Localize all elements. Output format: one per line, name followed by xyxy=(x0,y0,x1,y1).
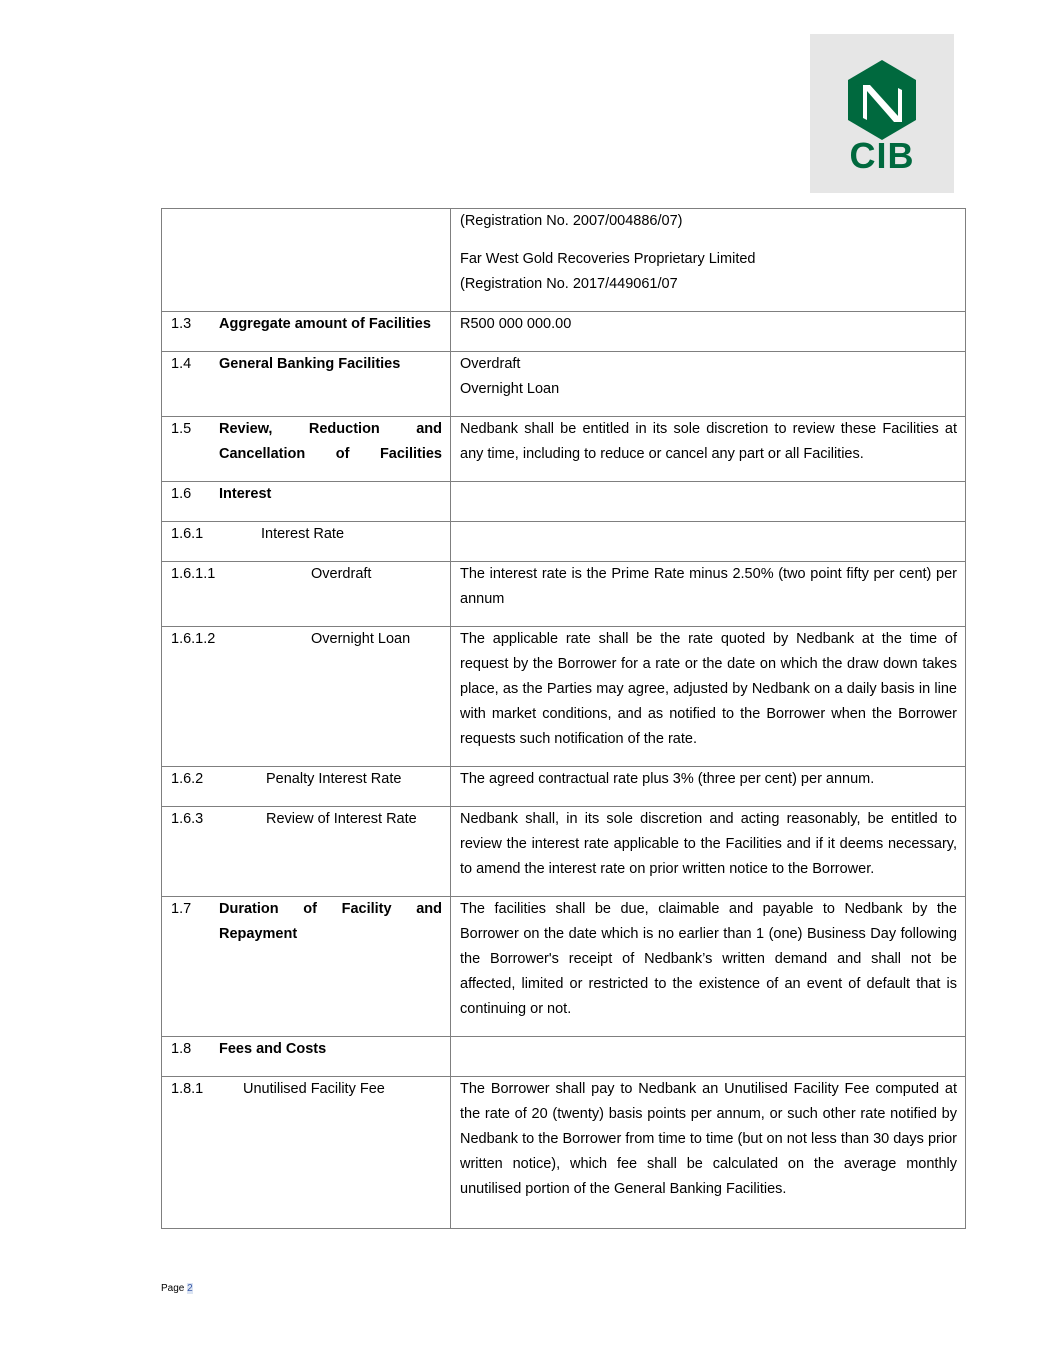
clause-number: 1.7 xyxy=(171,901,192,917)
clause-value: The applicable rate shall be the rate quoted by Nedbank at the time of request by the Borrower for a rate or the date on which the draw down takes place, as the Parties may agree, adjusted by Nedbank on a daily basis in line with market conditions, and as notified to the Borrower when the Borrower requests such notification of the rate. xyxy=(451,627,966,767)
clause-value: The agreed contractual rate plus 3% (three per cent) per annum. xyxy=(451,767,966,807)
registration-line: (Registration No. 2007/004886/07) xyxy=(460,213,683,229)
clause-value: The Borrower shall pay to Nedbank an Unutilised Facility Fee computed at the rate of 20 (twenty) basis points per annum, or such other rate notified by Nedbank to the Borrower from time to time (but on not less than 30 days prior written notice), which fee shall be calculated on the average monthly unutilised portion of the General Banking Facilities. xyxy=(451,1077,966,1229)
clause-label: Review of Interest Rate xyxy=(266,811,417,827)
clause-number: 1.5 xyxy=(171,421,192,437)
clause-number: 1.6 xyxy=(171,486,192,502)
clause-number: 1.6.1.2 xyxy=(171,631,216,647)
cib-logo xyxy=(810,34,954,193)
clause-number: 1.6.2 xyxy=(171,771,204,787)
table-row xyxy=(162,482,966,522)
page-label: Page xyxy=(161,1283,185,1294)
clause-value: The facilities shall be due, claimable and payable to Nedbank by the Borrower on the date which is no earlier than 1 (one) Business Day following the Borrower's receipt of Nedbank’s written demand and shall not be affected, limited or restricted to the existence of an event of default that is continuing or not. xyxy=(451,897,966,1037)
table-row xyxy=(162,1077,966,1229)
registration-line: (Registration No. 2017/449061/07 xyxy=(460,276,678,292)
table-row xyxy=(162,209,966,312)
table-row xyxy=(162,767,966,807)
clause-label: Interest xyxy=(219,486,272,502)
page-number: 2 xyxy=(187,1283,193,1294)
clause-value: The interest rate is the Prime Rate minus 2.50% (two point fifty per cent) per annum xyxy=(451,562,966,627)
clause-label: Overnight Loan xyxy=(311,631,411,647)
clause-number: 1.6.1.1 xyxy=(171,566,216,582)
clause-number: 1.8.1 xyxy=(171,1081,204,1097)
company-name: Far West Gold Recoveries Proprietary Limited xyxy=(460,251,756,267)
clause-label: Aggregate amount of Facilities xyxy=(219,316,431,332)
nedbank-n-icon xyxy=(810,34,954,144)
clause-number: 1.3 xyxy=(171,316,192,332)
facility-item: Overdraft xyxy=(460,356,521,372)
table-row xyxy=(162,807,966,897)
table-row xyxy=(162,897,966,1037)
clause-label: Duration of Facility and Repayment xyxy=(219,901,442,942)
table-row xyxy=(162,627,966,767)
clause-label: Unutilised Facility Fee xyxy=(243,1081,385,1097)
facility-terms-table xyxy=(161,208,966,1229)
clause-value: Nedbank shall be entitled in its sole discretion to review these Facilities at any time, including to reduce or cancel any part or all Facilities. xyxy=(451,417,966,482)
clause-label: Fees and Costs xyxy=(219,1041,327,1057)
clause-number: 1.8 xyxy=(171,1041,192,1057)
table-row xyxy=(162,562,966,627)
clause-number: 1.4 xyxy=(171,356,192,372)
clause-value: Nedbank shall, in its sole discretion and acting reasonably, be entitled to review the interest rate applicable to the Facilities and if it deems necessary, to amend the interest rate on prior written notice to the Borrower. xyxy=(451,807,966,897)
clause-number: 1.6.1 xyxy=(171,526,204,542)
clause-label: Review, Reduction and Cancellation of Facilities xyxy=(219,421,442,462)
clause-number: 1.6.3 xyxy=(171,811,204,827)
logo-text: CIB xyxy=(849,135,915,176)
facility-item: Overnight Loan xyxy=(460,381,560,397)
clause-label: General Banking Facilities xyxy=(219,356,401,372)
clause-value: R500 000 000.00 xyxy=(451,312,966,352)
table-row xyxy=(162,417,966,482)
clause-label: Interest Rate xyxy=(261,526,345,542)
table-row xyxy=(162,1037,966,1077)
clause-label: Penalty Interest Rate xyxy=(266,771,402,787)
page-footer xyxy=(161,1283,193,1295)
clause-label: Overdraft xyxy=(311,566,372,582)
table-row xyxy=(162,352,966,417)
table-row xyxy=(162,522,966,562)
table-row xyxy=(162,312,966,352)
